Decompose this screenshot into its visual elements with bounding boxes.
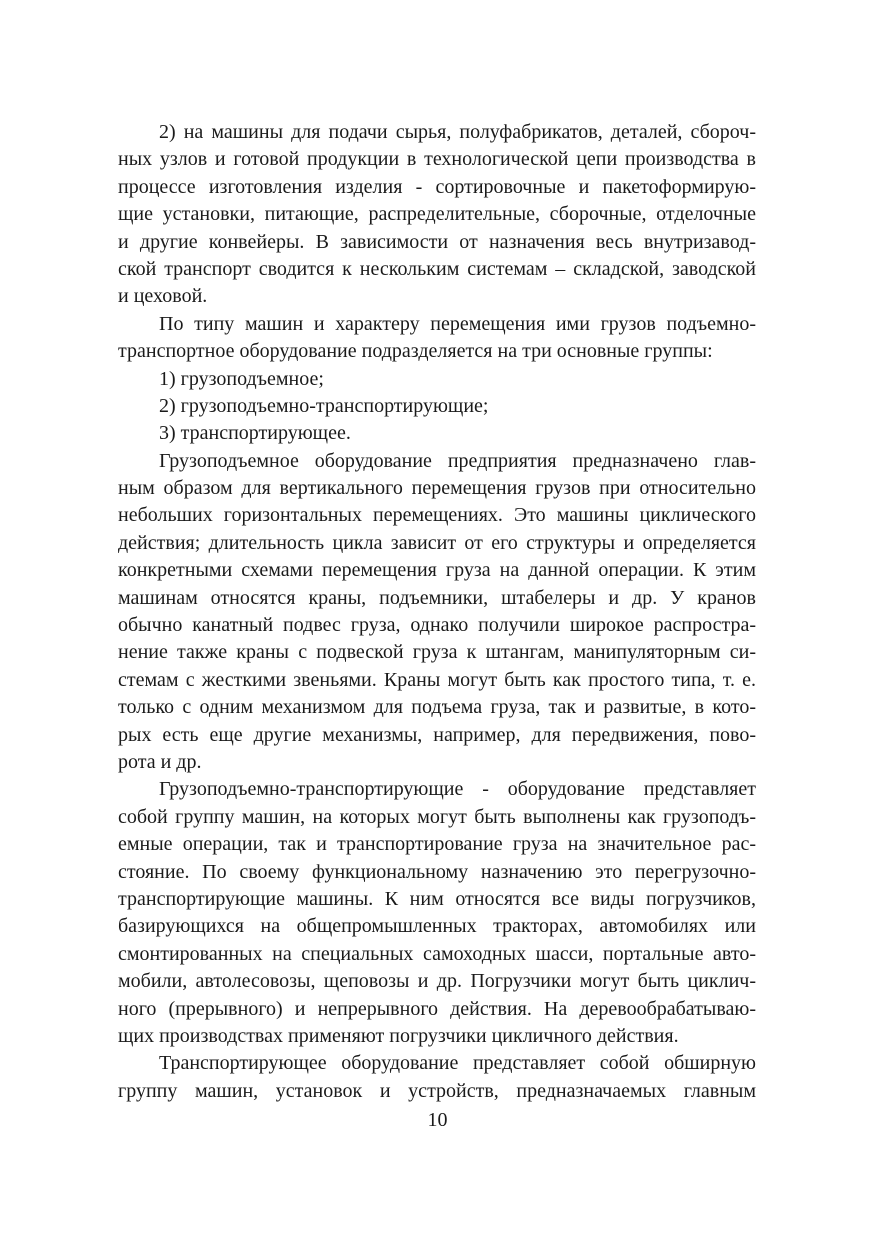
text-line: и другие конвейеры. В зависимости от назначения весь внутризавод- [118,230,756,253]
text-line: небольших горизонтальных перемещениях. Это машины циклического [118,504,756,527]
text-line: мобили, автолесовозы, щеповозы и др. Погрузчики могут быть циклич- [118,970,756,993]
text-line: только с одним механизмом для подъема груза, так и развитые, в кото- [118,696,756,719]
text-line: базирующихся на общепромышленных тракторах, автомобилях или [118,915,756,938]
paragraph [118,311,756,366]
text-line: ным образом для вертикального перемещения грузов при относительно [118,477,756,500]
paragraph [118,776,756,1050]
text-line: Грузоподъемное оборудование предприятия предназначено глав- [159,449,756,472]
text-line: стояние. По своему функциональному назначению это перегрузочно- [118,860,756,883]
text-line: ской транспорт сводится к нескольким системам – складской, заводской [118,257,756,280]
text-line: обычно канатный подвес груза, однако получили широкое распростра- [118,614,756,637]
list-item [118,366,756,393]
list-item [118,393,756,420]
text-line: Транспортирующее оборудование представляет собой обширную [159,1052,756,1075]
paragraph [118,1050,756,1105]
text-line: По типу машин и характеру перемещения ими грузов подъемно- [159,312,756,335]
text-line: рых есть еще другие механизмы, например, для передвижения, пово- [118,723,756,746]
text-line: собой группу машин, на которых могут быть выполнены как грузоподъ- [118,805,756,828]
page-number: 10 [427,1109,448,1131]
text-line: Грузоподъемно-транспортирующие - оборудование представляет [159,778,756,801]
text-line: рота и др. [118,750,202,773]
text-line: стемам с жесткими звеньями. Краны могут быть как простого типа, т. е. [118,668,756,691]
body-text [118,119,756,1105]
list-item [118,420,756,447]
text-line: ного (прерывного) и непрерывного действия. На деревообрабатываю- [118,997,756,1020]
text-line: ных узлов и готовой продукции в технологической цепи производства в [118,148,756,171]
text-line: 3) транспортирующее. [159,422,351,445]
text-line: 1) грузоподъемное; [159,367,324,390]
text-line: транспортное оборудование подразделяется на три основные группы: [118,340,713,363]
text-line: щих производствах применяют погрузчики цикличного действия. [118,1024,679,1047]
text-line: машинам относятся краны, подъемники, штабелеры и др. У кранов [118,586,756,609]
text-line: емные операции, так и транспортирование груза на значительное рас- [118,833,756,856]
text-line: процессе изготовления изделия - сортировочные и пакетоформирую- [118,175,756,198]
paragraph [118,448,756,777]
paragraph [118,119,756,311]
text-line: нение также краны с подвеской груза к штангам, манипуляторным си- [118,641,756,664]
text-line: конкретными схемами перемещения груза на данной операции. К этим [118,559,756,582]
text-line: щие установки, питающие, распределительные, сборочные, отделочные [118,203,756,226]
text-line: и цеховой. [118,285,208,308]
text-line: транспортирующие машины. К ним относятся все виды погрузчиков, [118,887,756,910]
text-line: действия; длительность цикла зависит от его структуры и определяется [118,531,756,554]
text-line: 2) на машины для подачи сырья, полуфабрикатов, деталей, сбороч- [159,121,756,143]
text-line: 2) грузоподъемно-транспортирующие; [159,394,489,417]
text-line: смонтированных на специальных самоходных шасси, портальные авто- [118,942,756,965]
text-line: группу машин, установок и устройств, предназначаемых главным [118,1079,756,1102]
